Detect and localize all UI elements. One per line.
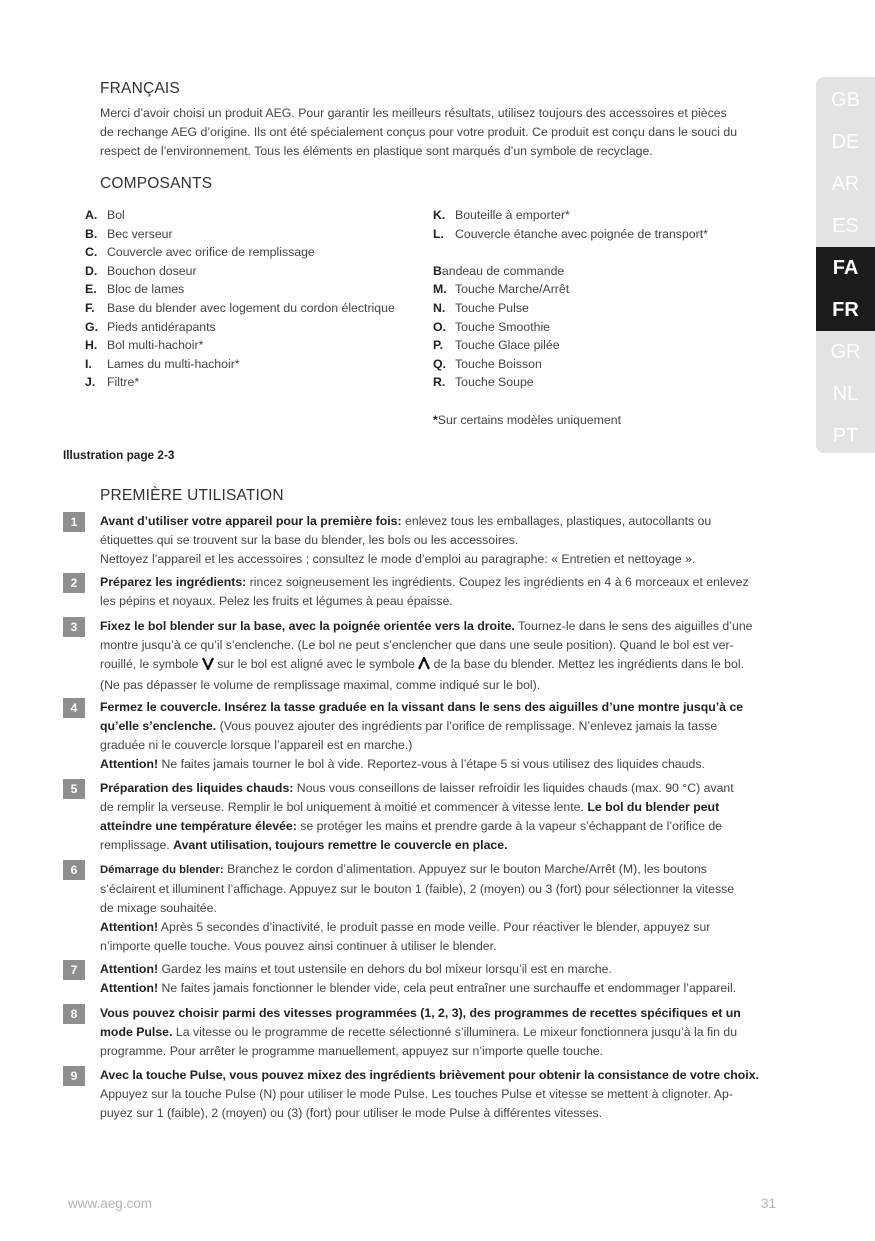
list-item	[433, 225, 708, 244]
step-text-line: les pépins et noyaux. Pelez les fruits et légumes à peau épaisse.	[100, 594, 453, 608]
item-letter: B.	[85, 226, 98, 241]
list-item	[85, 243, 395, 262]
item-label: Filtre*	[107, 375, 140, 390]
footer-url[interactable]: www.aeg.com	[68, 1196, 153, 1211]
list-item	[433, 318, 708, 337]
step-text-line: puyez sur 1 (faible), 2 (moyen) ou (3) (fort) pour utiliser le mode Pulse à différentes vitesses.	[100, 1106, 603, 1120]
item-letter: M.	[433, 282, 447, 297]
item-label: Couvercle étanche avec poignée de transport*	[455, 226, 708, 241]
list-item	[85, 355, 395, 374]
intro-paragraph	[100, 104, 800, 161]
item-letter: C.	[85, 245, 98, 260]
item-label: Bouteille à emporter*	[455, 208, 570, 222]
step-text-line: de remplir la verseuse. Remplir le bol uniquement à moitié et commencer à vitesse lente.	[100, 800, 588, 814]
step-number-badge: 4	[63, 698, 85, 718]
step-bold-text: atteindre une température élevée:	[100, 819, 297, 833]
control-panel-heading	[433, 262, 708, 281]
list-item	[433, 206, 708, 225]
illustration-reference: Illustration page 2-3	[63, 448, 175, 462]
step-text-line: Nous vous conseillons de laisser refroidir les liquides chauds (max. 90 °C) avant	[293, 781, 734, 795]
item-label: Bol multi-hachoir*	[107, 338, 204, 353]
item-label: Lames du multi-hachoir*	[107, 356, 240, 371]
step-text-line: se protéger les mains et prendre garde à la vapeur s’échappant de l’orifice de	[296, 819, 723, 833]
step-text-line: Appuyez sur la touche Pulse (N) pour utiliser le mode Pulse. Les touches Pulse et vitesse se mettent à clignoter. Ap-	[100, 1087, 733, 1101]
step-text-line: montre jusqu’à ce qu’il s’enclenche. (Le bol ne peut s’enclencher que dans une seule position). Quand le bol est ver-	[100, 638, 734, 652]
item-label: Touche Pulse	[455, 300, 529, 315]
language-tabs	[816, 77, 875, 453]
step-5-text	[100, 779, 790, 855]
item-letter: I.	[85, 356, 92, 371]
step-7-text	[100, 960, 790, 998]
step-bold-text: mode Pulse.	[100, 1025, 173, 1039]
step-text-line: Gardez les mains et tout ustensile en dehors du bol mixeur lorsqu’il est en marche.	[158, 962, 612, 976]
section-title-composants: COMPOSANTS	[100, 175, 213, 192]
item-letter: L.	[433, 226, 444, 241]
step-number-badge: 9	[63, 1066, 85, 1086]
step-6-text	[100, 860, 790, 956]
item-label: Bec verseur	[107, 226, 173, 241]
step-bold-text: Préparation des liquides chauds:	[100, 781, 294, 795]
step-text-line: enlevez tous les emballages, plastiques, autocollants ou	[401, 514, 712, 528]
step-text-line: étiquettes qui se trouvent sur la base du blender, les bols ou les accessoires.	[100, 533, 519, 547]
list-item	[85, 262, 395, 281]
list-item	[433, 299, 708, 318]
step-text-segment: rouillé, le symbole	[100, 657, 202, 671]
step-8-text	[100, 1004, 790, 1061]
list-item	[85, 318, 395, 337]
step-bold-text: Fixez le bol blender sur la base, avec la poignée orientée vers la droite.	[100, 619, 515, 633]
step-text-line	[100, 655, 790, 676]
step-text-line: (Vous pouvez ajouter des ingrédients par l’orifice de remplissage. N’enlevez jamais la tasse	[216, 719, 718, 733]
step-2-text	[100, 573, 790, 611]
list-item	[85, 206, 395, 225]
intro-line: Merci d’avoir choisi un produit AEG. Pour garantir les meilleurs résultats, utilisez toujours des accessoires et pièces	[100, 106, 727, 120]
item-letter: N.	[433, 300, 446, 315]
step-text-line: Ne faites jamais fonctionner le blender vide, cela peut entraîner une surchauffe et endommager l’appareil.	[158, 981, 737, 995]
step-bold-text: Démarrage du blender:	[100, 864, 224, 876]
attention-label: Attention!	[100, 757, 159, 771]
item-letter: J.	[85, 375, 96, 390]
step-text-line: s’éclairent et illuminent l’affichage. Appuyez sur le bouton 1 (faible), 2 (moyen) ou 3 (fort) pour sélectionner la vitesse	[100, 882, 735, 896]
step-text-line: Nettoyez l’appareil et les accessoires ; consultez le mode d’emploi au paragraphe: « Entretien et nettoyage ».	[100, 552, 696, 566]
list-item	[85, 336, 395, 355]
step-bold-text: Préparez les ingrédients:	[100, 575, 247, 589]
lang-tab-es[interactable]: ES	[832, 215, 859, 237]
intro-line: respect de l’environnement. Tous les éléments en plastique sont marqués d’un symbole de recyclage.	[100, 144, 653, 158]
page-number: 31	[761, 1196, 777, 1211]
step-number-badge: 8	[63, 1004, 85, 1024]
list-item	[85, 225, 395, 244]
lang-tab-nl[interactable]: NL	[832, 383, 859, 405]
step-number-badge: 6	[63, 860, 85, 880]
step-text-line: remplissage.	[100, 838, 174, 852]
item-letter: O.	[433, 319, 446, 334]
item-label: Touche Glace pilée	[455, 338, 560, 353]
step-text-line: (Ne pas dépasser le volume de remplissage maximal, comme indiqué sur le bol).	[100, 678, 541, 692]
spacer	[433, 243, 708, 262]
step-text-line: n’importe quelle touche. Vous pouvez ainsi continuer à utiliser le blender.	[100, 939, 497, 953]
step-text-segment: de la base du blender. Mettez les ingrédients dans le bol.	[430, 657, 744, 671]
attention-label: Attention!	[100, 981, 159, 995]
item-label: Bouchon doseur	[107, 263, 197, 278]
attention-label: Attention!	[100, 962, 159, 976]
lang-tab-fr[interactable]: FR	[816, 289, 875, 331]
list-item	[433, 280, 708, 299]
components-list-right	[433, 206, 708, 429]
heading-rest: andeau de commande	[441, 263, 565, 278]
heading-initial: B	[433, 263, 442, 278]
item-letter: K.	[433, 208, 446, 222]
item-letter: G.	[85, 319, 98, 334]
list-item	[85, 280, 395, 299]
item-letter: A.	[85, 208, 98, 222]
lang-tab-gb[interactable]: GB	[831, 89, 860, 111]
lang-tab-gr[interactable]: GR	[830, 341, 861, 363]
availability-note	[433, 411, 708, 430]
chevron-up-icon	[418, 657, 430, 676]
step-text-segment: sur le bol est aligné avec le symbole	[213, 657, 419, 671]
item-label: Bloc de lames	[107, 282, 185, 297]
components-list-left	[85, 206, 395, 392]
step-number-badge: 5	[63, 779, 85, 799]
step-bold-text: qu’elle s’enclenche.	[100, 719, 217, 733]
step-bold-text: Le bol du blender peut	[587, 800, 720, 814]
step-text-line: Branchez le cordon d’alimentation. Appuyez sur le bouton Marche/Arrêt (M), les boutons	[223, 862, 707, 876]
item-label: Couvercle avec orifice de remplissage	[107, 245, 315, 260]
item-letter: D.	[85, 263, 98, 278]
step-9-text	[100, 1066, 790, 1123]
attention-label: Attention!	[100, 920, 159, 934]
step-text-line: graduée ni le couvercle lorsque l’appareil est en marche.)	[100, 738, 413, 752]
list-item	[433, 355, 708, 374]
chevron-down-icon	[202, 657, 214, 676]
spacer	[433, 392, 708, 411]
step-bold-text: Avant d’utiliser votre appareil pour la première fois:	[100, 514, 402, 528]
step-text-line: rincez soigneusement les ingrédients. Coupez les ingrédients en 4 à 6 morceaux et enlevez	[246, 575, 749, 589]
section-title-premiere-utilisation: PREMIÈRE UTILISATION	[100, 487, 284, 504]
step-bold-text: Avant utilisation, toujours remettre le couvercle en place.	[173, 838, 508, 852]
step-text-line: Après 5 secondes d’inactivité, le produit passe en mode veille. Pour réactiver le blender, appuyez sur	[158, 920, 711, 934]
intro-line: de rechange AEG d’origine. Ils ont été spécialement conçus pour votre produit. Ce produit est conçu dans le souci du	[100, 125, 738, 139]
item-letter: P.	[433, 338, 444, 353]
list-item	[85, 373, 395, 392]
step-text-line: Ne faites jamais tourner le bol à vide. Reportez-vous à l’étape 5 si vous utilisez des liquides chauds.	[158, 757, 705, 771]
step-number-badge: 7	[63, 960, 85, 980]
item-label: Touche Marche/Arrêt	[455, 282, 570, 297]
item-letter: E.	[85, 282, 97, 297]
lang-tab-de[interactable]: DE	[831, 131, 860, 153]
item-label: Base du blender avec logement du cordon électrique	[107, 300, 395, 315]
lang-tab-pt[interactable]: PT	[832, 425, 859, 447]
item-label: Pieds antidérapants	[107, 319, 216, 334]
item-label: Touche Smoothie	[455, 319, 551, 334]
item-label: Touche Boisson	[455, 356, 542, 371]
step-text-line: La vitesse ou le programme de recette sélectionné s’illuminera. Le mixeur fonctionnera jusqu’à la fin du	[172, 1025, 738, 1039]
step-text-line: de mixage souhaitée.	[100, 901, 217, 915]
step-number-badge: 2	[63, 573, 85, 593]
item-label: Touche Soupe	[455, 375, 534, 390]
list-item	[433, 373, 708, 392]
lang-tab-fa[interactable]: FA	[816, 247, 875, 289]
step-3-text	[100, 617, 790, 695]
item-letter: Q.	[433, 356, 446, 371]
list-item	[433, 336, 708, 355]
step-number-badge: 3	[63, 617, 85, 637]
step-bold-text: Avec la touche Pulse, vous pouvez mixez des ingrédients brièvement pour obtenir la consistance de votre choix.	[100, 1068, 759, 1082]
step-text-line: programme. Pour arrêter le programme manuellement, appuyez sur n’importe quelle touche.	[100, 1044, 604, 1058]
list-item	[85, 299, 395, 318]
note-asterisk: *	[433, 412, 438, 427]
step-4-text	[100, 698, 790, 774]
step-1-text	[100, 512, 790, 569]
item-letter: R.	[433, 375, 446, 390]
item-letter: H.	[85, 338, 98, 353]
step-number-badge: 1	[63, 512, 85, 532]
note-text: Sur certains modèles uniquement	[437, 412, 621, 427]
step-bold-text: Fermez le couvercle. Insérez la tasse graduée en la vissant dans le sens des aiguilles d’une montre jusqu’à ce	[100, 700, 744, 714]
step-bold-text: Vous pouvez choisir parmi des vitesses programmées (1, 2, 3), des programmes de recettes spécifiques et un	[100, 1006, 741, 1020]
lang-tab-ar[interactable]: AR	[831, 173, 860, 195]
section-title-francais: FRANÇAIS	[100, 80, 180, 97]
item-letter: F.	[85, 300, 95, 315]
item-label: Bol	[107, 208, 125, 222]
step-text-line: Tournez-le dans le sens des aiguilles d’une	[514, 619, 753, 633]
